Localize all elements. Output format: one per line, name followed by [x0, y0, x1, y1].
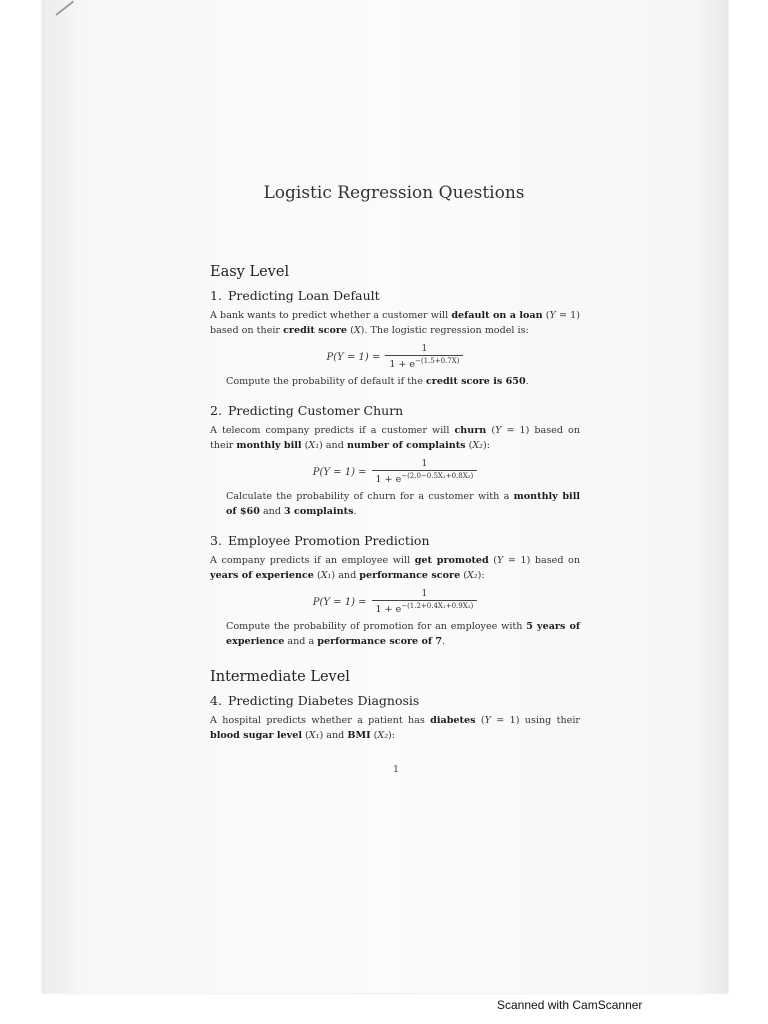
question-task: Compute the probability of default if the credit score is 650.	[226, 376, 529, 388]
question-title: 4. Predicting Diabetes Diagnosis	[210, 693, 420, 709]
question-intro: A hospital predicts whether a patient has diabetes (Y = 1) using their blood sugar level (X₁) and BMI (X₂):	[210, 715, 580, 742]
question-title: 3. Employee Promotion Prediction	[210, 533, 430, 549]
question-3	[210, 533, 580, 649]
question-2	[210, 403, 580, 519]
section-heading-intermediate: Intermediate Level	[210, 669, 350, 686]
document-body	[210, 264, 580, 743]
logistic-formula: P(Y = 1) = $\frac{1}{1 + e^{-(1.5+0.7X)}}$	[210, 344, 580, 370]
question-4	[210, 693, 580, 743]
section-heading-easy: Easy Level	[210, 264, 290, 280]
logistic-formula: P(Y = 1) = $\frac{1}{1 + e^{-(1.2+0.4X_1+0.9X_2)}}$	[210, 589, 580, 615]
question-1	[210, 288, 580, 389]
question-title: 1. Predicting Loan Default	[210, 288, 380, 303]
question-task: Compute the probability of promotion for an employee with 5 years of experience and a performance score of 7.	[226, 621, 581, 648]
document-title: Logistic Regression Questions	[263, 183, 525, 203]
page-number: 1	[392, 764, 400, 775]
question-title: 2. Predicting Customer Churn	[210, 403, 404, 419]
question-intro: A telecom company predicts if a customer will churn (Y = 1) based on their monthly bill (X₁) and number of complaints (X₂):	[210, 425, 580, 452]
question-intro: A bank wants to predict whether a customer will default on a loan (Y = 1) based on their credit score (X). The logistic regression model is:	[210, 310, 581, 336]
camscanner-watermark: Scanned with CamScanner	[497, 998, 643, 1012]
question-intro: A company predicts if an employee will get promoted (Y = 1) based on years of experience (X₁) and performance score (X₂):	[210, 555, 580, 582]
question-task: Calculate the probability of churn for a customer with a monthly bill of $60 and 3 complaints.	[226, 491, 580, 518]
logistic-formula: P(Y = 1) = $\frac{1}{1 + e^{-(2.0-0.5X_1+0.8X_2)}}$	[210, 459, 580, 485]
